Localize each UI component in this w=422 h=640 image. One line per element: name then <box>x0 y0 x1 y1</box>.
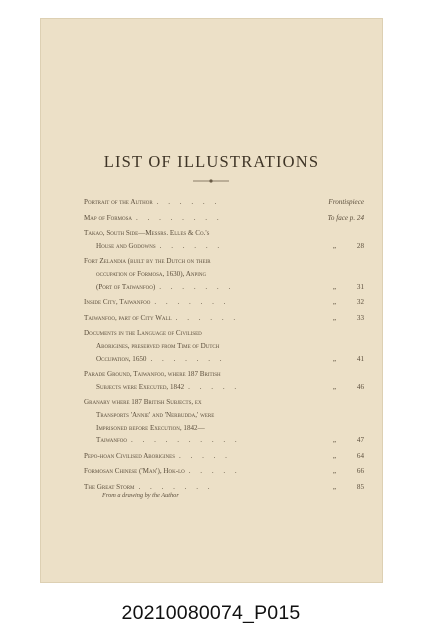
ditto-mark: „ <box>332 354 336 363</box>
illustration-entry <box>84 368 364 393</box>
entry-line <box>84 422 364 435</box>
page-number: 64 <box>356 451 364 460</box>
entry-title: Map of Formosa <box>84 213 132 222</box>
entry-title: Aborigines, preserved from Time of Dutch <box>96 341 220 350</box>
entry-line <box>84 450 364 463</box>
entry-title: Takao, South Side—Messrs. Elles & Co.'s <box>84 229 210 238</box>
entry-title: Taiwanfoo <box>96 436 127 445</box>
entry-title: Granary where 187 British Subjects, ex <box>84 398 202 407</box>
illustration-entry <box>84 465 364 478</box>
ditto-mark: „ <box>332 436 336 445</box>
entry-title: Subjects were Executed, 1842 <box>96 382 185 391</box>
entry-line <box>84 340 364 353</box>
entry-line <box>84 281 364 294</box>
illustration-entry <box>84 227 364 252</box>
page-number: Frontispiece <box>328 198 364 206</box>
entry-line <box>84 240 364 253</box>
illustration-entry <box>84 296 364 309</box>
entry-line <box>84 196 364 209</box>
leader-dots: . . . . . . . <box>138 482 214 491</box>
entry-title: Occupation, 1650 <box>96 354 147 363</box>
page-title: LIST OF ILLUSTRATIONS <box>103 152 320 171</box>
illustration-entry <box>84 481 364 502</box>
entry-line <box>84 368 364 381</box>
book-page <box>40 18 383 583</box>
entry-line <box>84 434 364 447</box>
ditto-mark: „ <box>332 241 336 250</box>
leader-dots: . . . . . . . <box>150 354 226 363</box>
page-number: To face p. 24 <box>327 213 364 222</box>
entry-line <box>84 396 364 409</box>
page-number: 85 <box>356 482 364 491</box>
page-number: 46 <box>356 382 364 391</box>
entry-line <box>84 327 364 340</box>
illustration-entry <box>84 450 364 463</box>
entry-line <box>84 255 364 268</box>
entry-line <box>84 353 364 366</box>
title-ornament <box>191 175 231 187</box>
page-number: 31 <box>356 282 364 291</box>
entry-title: Documents in the Language of Civilised <box>84 329 202 338</box>
page-number: 47 <box>356 436 364 445</box>
ditto-mark: „ <box>332 282 336 291</box>
illustration-entry <box>84 255 364 293</box>
leader-dots: . . . . . . . <box>154 298 230 307</box>
leader-dots: . . . . . . . . <box>135 213 223 222</box>
page-number: 33 <box>356 313 364 322</box>
ditto-mark: „ <box>332 382 336 391</box>
ditto-mark: „ <box>332 313 336 322</box>
entry-title: The Great Storm <box>84 482 135 491</box>
illustration-entry <box>84 312 364 325</box>
entry-line <box>84 481 364 494</box>
leader-dots: . . . . . . <box>159 241 224 250</box>
entry-title: Formosan Chinese ('Man'), Hok-lo <box>84 467 185 476</box>
entry-title: Portrait of the Author <box>84 198 153 206</box>
leader-dots: . . . . . . . . . . <box>131 436 241 445</box>
entry-credit: From a drawing by the Author <box>102 492 179 500</box>
entry-line <box>84 212 364 225</box>
entry-title: Taiwanfoo, part of City Wall <box>84 313 172 322</box>
entry-title: occupation of Formosa, 1630), Anping <box>96 269 207 278</box>
ditto-mark: „ <box>332 482 336 491</box>
entry-title: Parade Ground, Taiwanfoo, where 187 British <box>84 370 221 379</box>
entry-title: Fort Zelandia (built by the Dutch on their <box>84 257 211 266</box>
entry-line <box>84 268 364 281</box>
illustrations-list <box>84 196 364 504</box>
entry-line <box>84 296 364 309</box>
page-number: 66 <box>356 467 364 476</box>
entry-title: House and Godowns <box>96 241 156 250</box>
illustration-entry <box>84 212 364 225</box>
ditto-mark: „ <box>332 467 336 476</box>
page-number: 28 <box>356 241 364 250</box>
leader-dots: . . . . . <box>188 382 241 391</box>
entry-line <box>84 227 364 240</box>
illustration-entry <box>84 327 364 365</box>
entry-title: Imprisoned before Execution, 1842— <box>96 423 205 432</box>
leader-dots: . . . . . <box>188 467 241 476</box>
ditto-mark: „ <box>332 451 336 460</box>
entry-line <box>84 409 364 422</box>
illustration-entry <box>84 396 364 446</box>
entry-title: Pepo-hoan Civilised Aborigines <box>84 451 175 460</box>
entry-title: Transports 'Annie' and 'Nerbudda,' were <box>96 410 215 419</box>
entry-title: (Port of Taiwanfoo) <box>96 282 156 291</box>
page-number: 41 <box>356 354 364 363</box>
leader-dots: . . . . . <box>178 451 231 460</box>
leader-dots: . . . . . . <box>156 198 221 206</box>
entry-line <box>84 465 364 478</box>
entry-line <box>84 312 364 325</box>
entry-line <box>84 381 364 394</box>
ditto-mark: „ <box>332 298 336 307</box>
leader-dots: . . . . . . <box>175 313 240 322</box>
page-number: 32 <box>356 298 364 307</box>
illustration-entry <box>84 196 364 209</box>
leader-dots: . . . . . . . <box>159 282 235 291</box>
entry-title: Inside City, Taiwanfoo <box>84 298 151 307</box>
image-id-caption: 20210080074_P015 <box>121 602 301 624</box>
